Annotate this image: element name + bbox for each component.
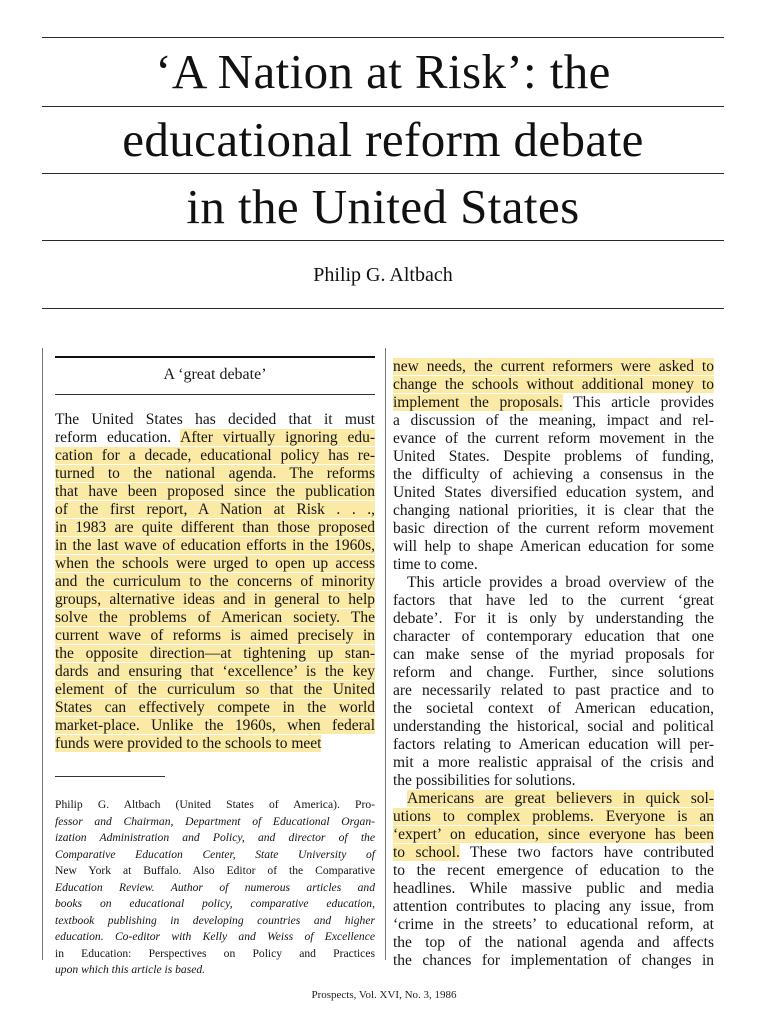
highlighted-text: States can effectively compete in the world [55,699,375,716]
section-bottom-rule [55,394,375,395]
text-line [393,646,714,664]
text-line [55,573,375,591]
text-line [55,447,375,465]
body-text: factors relating to American education will per- [393,736,714,753]
body-text: character of contemporary education that one [393,628,714,645]
body-text: ‘crime in the streets’ to educational reform, at [393,916,714,933]
journal-citation: Prospects, Vol. XVI, No. 3, 1986 [311,989,457,1001]
text-line [55,411,375,429]
text-line [393,880,714,898]
body-text: factors that have led to the current ‘great [393,592,714,609]
text-line [393,556,714,574]
author-name: Philip G. Altbach [313,264,453,286]
author-note [55,797,375,979]
author-note-line: education. Co-editor with Kelly and Weiss of Excellence [55,930,375,943]
text-line [55,735,375,753]
body-text: United States. Despite problems of funding, [393,448,714,465]
body-text: the difficulty of achieving a consensus in the [393,466,714,483]
title-bottom-rule [42,240,724,241]
body-text: changing national priorities, it is clear that the [393,502,714,519]
text-line [393,376,714,394]
text-line [55,591,375,609]
text-line [393,862,714,880]
text-line [393,754,714,772]
highlighted-text: of the first report, A Nation at Risk . . ., [55,501,375,518]
section-top-rule [55,356,375,358]
section-heading: A ‘great debate’ [163,366,267,383]
body-text: time to come. [393,556,478,573]
highlighted-text: when the schools were urged to open up access [55,555,375,572]
highlighted-text: that have been proposed since the publication [55,483,375,500]
author-note-line: fessor and Chairman, Department of Educational Organ- [55,814,375,828]
footnote-rule [55,776,165,777]
body-text: a discussion of the meaning, impact and rel- [393,412,714,429]
body-text: mit a more realistic appraisal of the crisis and [393,754,714,771]
highlighted-text: Americans are great believers in quick sol- [407,790,714,807]
highlighted-text: ‘expert’ on education, since everyone has been [393,826,714,843]
text-line [393,718,714,736]
body-text: can make sense of the myriad proposals for [393,646,714,663]
author-note-line: ization Administration and Policy, and director of the [55,831,375,844]
highlighted-text: funds were provided to the schools to meet [55,735,322,752]
highlighted-text: in 1983 are quite different than those proposed [55,519,375,536]
author-note-line: books on educational policy, comparative education, [55,897,375,910]
text-line [55,663,375,681]
body-text: the societal context of American education, [393,700,714,717]
body-text: are necessarily related to past practice and to [393,682,714,699]
highlighted-text: element of the curriculum so that the United [55,681,375,698]
title-line-2: educational reform debate [122,112,644,167]
text-line [55,537,375,555]
author-note-line: New York at Buffalo. Also Editor of the Comparative [55,864,375,877]
text-line [393,412,714,430]
highlighted-text: in the last wave of education efforts in the 1960s, [55,537,375,554]
title-rule-2 [42,173,724,174]
highlighted-text: groups, alternative ideas and in general to help [55,591,375,608]
author-note-line: Philip G. Altbach (United States of America). Pro- [55,798,375,811]
body-text: the possibilities for solutions. [393,772,576,789]
author-note-line: in Education: Perspectives on Policy and Practices [55,946,375,960]
text-line [393,628,714,646]
text-line [393,682,714,700]
author-note-line: textbook publishing in developing countries and higher [55,913,375,927]
highlighted-text: new needs, the current reformers were asked to [393,358,714,375]
body-text: debate’. For it is only by understanding the [393,610,714,627]
title-rule-1 [42,106,724,107]
text-line [55,465,375,483]
highlighted-text: market-place. Unlike the 1960s, when federal [55,717,375,734]
text-line [393,772,714,790]
highlighted-text: implement the proposals. [393,394,563,411]
highlighted-text: cation for a decade, educational policy has re- [55,447,375,464]
body-text: the chances for implementation of changes in [393,952,714,969]
body-text: This article provides a broad overview of the [407,574,714,591]
body-text: understanding the historical, social and political [393,718,714,735]
text-line [393,808,714,826]
text-line [393,430,714,448]
text-line [55,681,375,699]
text-line [393,592,714,610]
text-line [55,519,375,537]
highlighted-text: dards and ensuring that ‘excellence’ is the key [55,663,375,680]
text-line [55,609,375,627]
author-note-line: Comparative Education Center, State University of [55,847,375,861]
text-line [55,429,375,447]
text-line [55,483,375,501]
text-line [393,916,714,934]
highlighted-text: solve the problems of American society. The [55,609,375,626]
center-column-divider [385,348,386,960]
text-line [55,717,375,735]
text-line [393,520,714,538]
text-line [55,555,375,573]
text-line [393,700,714,718]
text-line [393,826,714,844]
text-line [393,502,714,520]
text-line [393,664,714,682]
text-line [393,610,714,628]
text-line [55,699,375,717]
highlighted-text: turned to the national agenda. The reforms [55,465,375,482]
author-bottom-rule [42,308,724,309]
body-text: reform and change. Further, since solutions [393,664,714,681]
body-text: This article provides [562,394,714,411]
author-note-line: Education Review. Author of numerous articles and [55,880,375,894]
highlighted-text: utions to complex problems. Everyone is an [393,808,714,825]
body-text: the top of the national agenda and affects [393,934,714,951]
text-line [55,501,375,519]
body-text: These two factors have contributed [459,844,715,861]
text-line [393,574,714,592]
body-text: to the recent emergence of education to the [393,862,714,879]
text-line [393,898,714,916]
body-text: attention contributes to placing any issue, from [393,898,714,915]
body-text: evance of the current reform movement in the [393,430,714,447]
body-text: headlines. While massive public and media [393,880,714,897]
text-line [393,484,714,502]
title-line-3: in the United States [186,179,580,234]
text-line [393,394,714,412]
text-line [393,538,714,556]
left-column-bar [42,348,43,960]
body-text: United States diversified education system, and [393,484,714,501]
text-line [55,645,375,663]
body-text: will help to shape American education for some [393,538,714,555]
body-text: basic direction of the current reform movement [393,520,714,537]
left-column-text [55,411,375,753]
highlighted-text: After virtually ignoring edu- [180,429,375,446]
text-line [393,934,714,952]
text-line [393,358,714,376]
highlighted-text: to school. [393,844,460,861]
right-column-text [393,358,714,970]
text-line [393,466,714,484]
text-line [55,627,375,645]
text-line [393,790,714,808]
body-text: The United States has decided that it must [55,411,375,428]
highlighted-text: current wave of reforms is aimed precisely in [55,627,375,644]
highlighted-text: and the curriculum to the concerns of minority [55,573,375,590]
title-line-1: ‘A Nation at Risk’: the [155,44,611,99]
text-line [393,844,714,862]
text-line [393,736,714,754]
highlighted-text: change the schools without additional money to [393,376,714,393]
author-note-line: upon which this article is based. [55,963,206,976]
text-line [393,448,714,466]
title-top-rule [42,37,724,38]
text-line [393,952,714,970]
body-text: reform education. [55,429,181,446]
highlighted-text: the opposite direction—at tightening up stan- [55,645,375,662]
